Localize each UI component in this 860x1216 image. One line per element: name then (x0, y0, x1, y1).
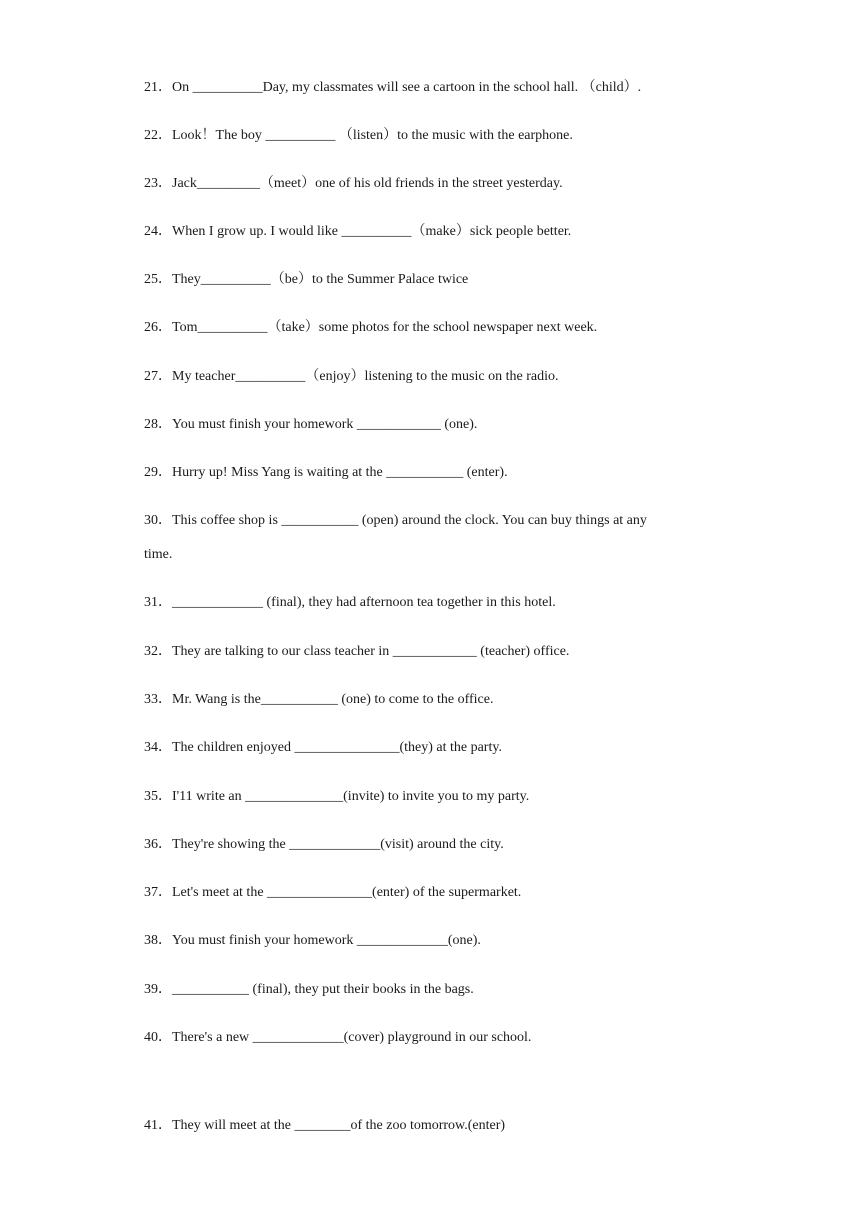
question-25: 25．They__________（be）to the Summer Palace twice (144, 272, 469, 287)
question-41: 41．They will meet at the ________of the zoo tomorrow.(enter) (144, 1118, 506, 1133)
question-34: 34．The children enjoyed _______________(they) at the party. (144, 740, 502, 755)
question-27: 27．My teacher__________（enjoy）listening to the music on the radio. (144, 369, 559, 384)
question-33: 33．Mr. Wang is the___________ (one) to come to the office. (144, 692, 494, 707)
question-40: 40．There's a new _____________(cover) playground in our school. (144, 1030, 532, 1045)
question-26: 26．Tom__________（take）some photos for the school newspaper next week. (144, 320, 598, 335)
question-31: 31．_____________ (final), they had afternoon tea together in this hotel. (144, 595, 556, 610)
question-39: 39．___________ (final), they put their books in the bags. (144, 982, 474, 997)
question-37: 37．Let's meet at the _______________(enter) of the supermarket. (144, 885, 522, 900)
question-28: 28．You must finish your homework ____________ (one). (144, 417, 478, 432)
question-36: 36．They're showing the _____________(visit) around the city. (144, 837, 504, 852)
question-21: 21．On __________Day, my classmates will see a cartoon in the school hall. （child）. (144, 80, 642, 95)
question-23: 23．Jack_________（meet）one of his old friends in the street yesterday. (144, 176, 563, 191)
question-30-continuation: time. (144, 547, 173, 562)
question-22: 22．Look！The boy __________ （listen）to the music with the earphone. (144, 128, 573, 143)
question-38: 38．You must finish your homework _____________(one). (144, 933, 481, 948)
question-35: 35．I'11 write an ______________(invite) to invite you to my party. (144, 789, 530, 804)
question-30: 30．This coffee shop is ___________ (open) around the clock. You can buy things at any (144, 513, 647, 528)
question-24: 24．When I grow up. I would like __________（make）sick people better. (144, 224, 572, 239)
question-32: 32．They are talking to our class teacher in ____________ (teacher) office. (144, 644, 570, 659)
question-29: 29．Hurry up! Miss Yang is waiting at the ___________ (enter). (144, 465, 508, 480)
